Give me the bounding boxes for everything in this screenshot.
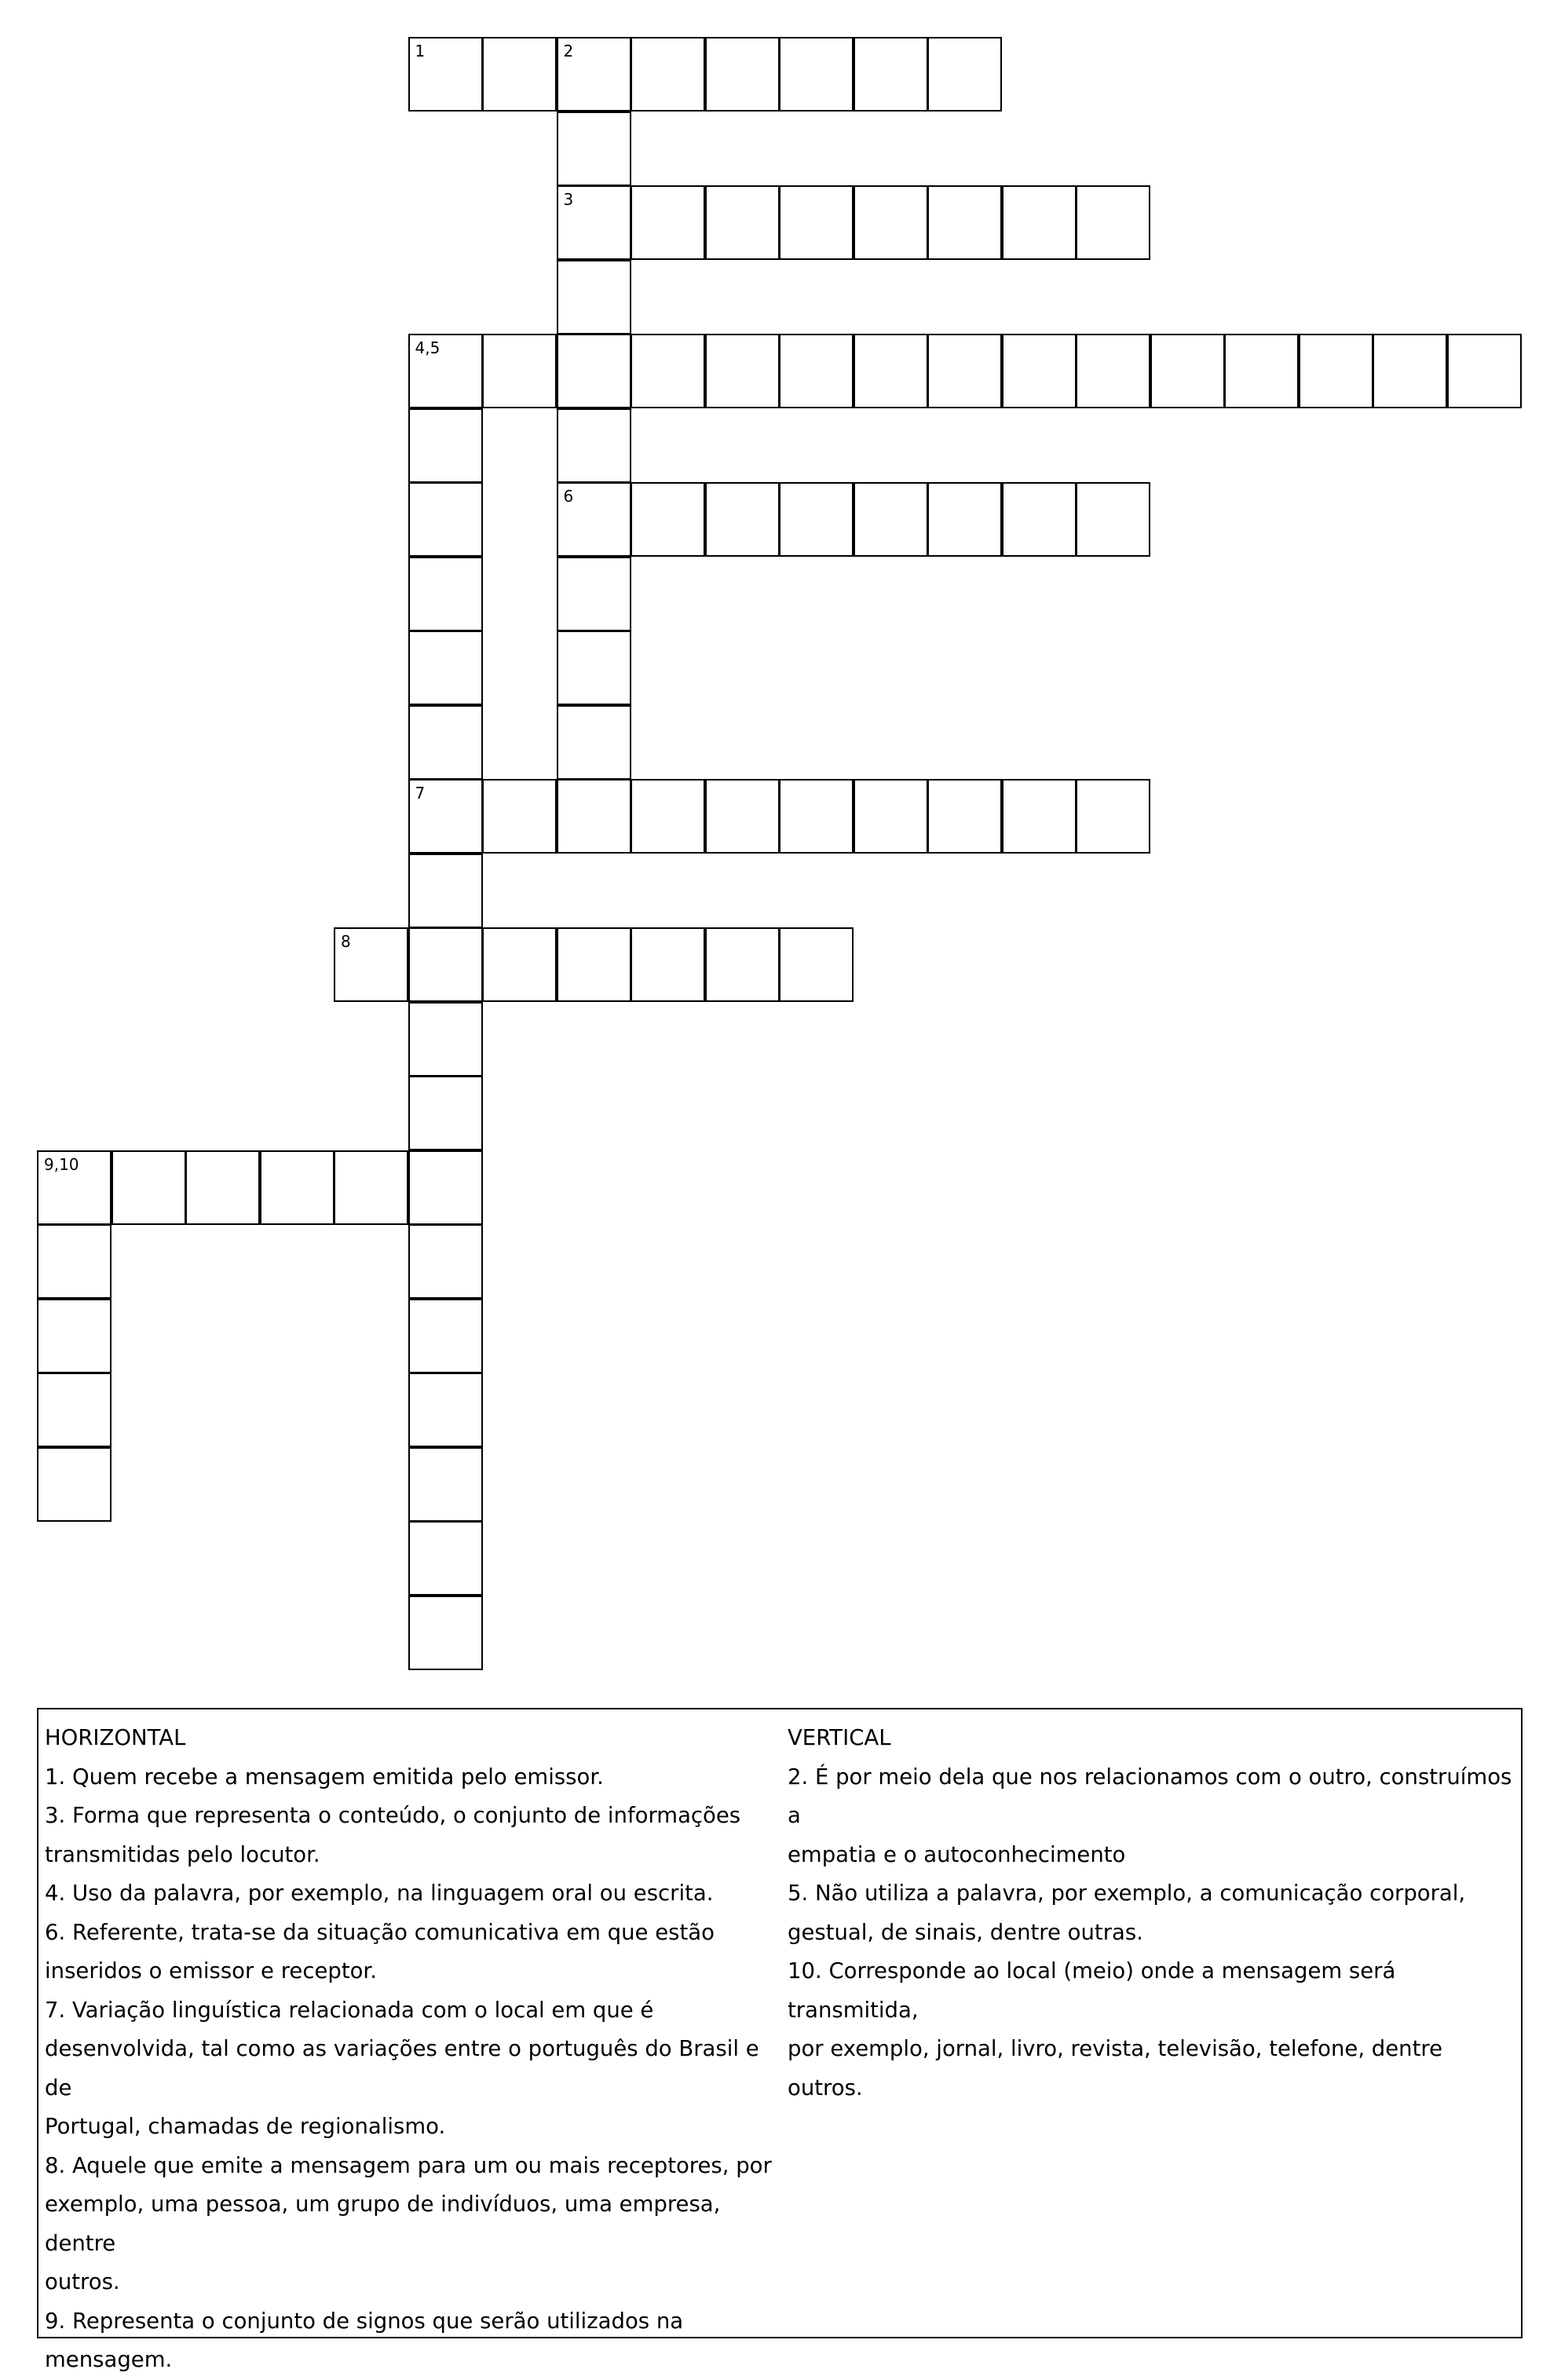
crossword-cell[interactable]	[408, 1447, 483, 1522]
crossword-cell[interactable]	[37, 1373, 111, 1447]
crossword-cell[interactable]	[854, 37, 928, 112]
crossword-cell[interactable]	[334, 1150, 408, 1225]
vertical-clue-line: 2. É por meio dela que nos relacionamos com o outro, construímos a	[788, 1764, 1512, 1828]
crossword-cell[interactable]	[1002, 779, 1077, 854]
crossword-cell[interactable]	[408, 1002, 483, 1077]
crossword-cell[interactable]	[1002, 185, 1077, 260]
crossword-cell[interactable]	[408, 927, 483, 1002]
crossword-cell[interactable]	[408, 854, 483, 928]
clues-box	[37, 1708, 1523, 2372]
crossword-cell[interactable]	[705, 779, 780, 854]
crossword-cell[interactable]	[631, 185, 705, 260]
horizontal-clue-line: desenvolvida, tal como as variações entre o português do Brasil e de	[45, 2036, 759, 2100]
clue-number: 6	[563, 487, 574, 506]
horizontal-clue-line: transmitidas pelo locutor.	[45, 1841, 320, 1867]
horizontal-clue-line: 3. Forma que representa o conteúdo, o conjunto de informações	[45, 1803, 741, 1828]
crossword-cell[interactable]	[1076, 185, 1150, 260]
crossword-cell[interactable]	[482, 334, 557, 408]
crossword-cell[interactable]	[779, 185, 854, 260]
vertical-clue-line: gestual, de sinais, dentre outras.	[788, 1919, 1143, 1945]
horizontal-clue-line: exemplo, uma pessoa, um grupo de indivíduos, uma empresa, dentre	[45, 2192, 721, 2256]
crossword-cell[interactable]	[927, 37, 1002, 112]
crossword-cell[interactable]	[1076, 334, 1150, 408]
crossword-cell[interactable]	[557, 334, 631, 408]
crossword-cell[interactable]	[37, 1224, 111, 1299]
vertical-clue-line: 10. Corresponde ao local (meio) onde a mensagem será transmitida,	[788, 1958, 1396, 2023]
crossword-cell[interactable]	[631, 37, 705, 112]
vertical-clues	[788, 1719, 1518, 2108]
crossword-cell[interactable]	[1076, 482, 1150, 557]
crossword-cell[interactable]	[631, 927, 705, 1002]
crossword-cell[interactable]	[779, 927, 854, 1002]
crossword-cell[interactable]	[408, 408, 483, 483]
crossword-cell[interactable]	[1002, 334, 1077, 408]
crossword-cell[interactable]	[260, 1150, 334, 1225]
crossword-cell[interactable]	[408, 482, 483, 557]
horizontal-clue-line: 6. Referente, trata-se da situação comunicativa em que estão	[45, 1919, 715, 1945]
horizontal-clue-line: mensagem.	[45, 2347, 173, 2372]
crossword-cell[interactable]	[557, 557, 631, 631]
crossword-cell[interactable]	[557, 631, 631, 705]
crossword-cell[interactable]	[1150, 334, 1225, 408]
crossword-cell[interactable]	[779, 482, 854, 557]
crossword-cell[interactable]	[557, 779, 631, 854]
crossword-cell[interactable]	[1224, 334, 1299, 408]
crossword-cell[interactable]	[37, 1150, 111, 1225]
vertical-clue-line: 5. Não utiliza a palavra, por exemplo, a comunicação corporal,	[788, 1881, 1466, 1906]
clue-number: 1	[415, 42, 426, 60]
crossword-cell[interactable]	[408, 334, 483, 408]
crossword-cell[interactable]	[482, 37, 557, 112]
crossword-cell[interactable]	[779, 37, 854, 112]
crossword-cell[interactable]	[37, 1447, 111, 1522]
crossword-cell[interactable]	[408, 557, 483, 631]
clue-number: 2	[563, 42, 574, 60]
horizontal-clue-line: inseridos o emissor e receptor.	[45, 1958, 377, 1983]
horizontal-clue-line: Portugal, chamadas de regionalismo.	[45, 2114, 446, 2139]
crossword-cell[interactable]	[408, 1150, 483, 1225]
crossword-cell[interactable]	[408, 705, 483, 780]
crossword-cell[interactable]	[705, 185, 780, 260]
clue-number: 8	[341, 932, 351, 951]
crossword-cell[interactable]	[927, 779, 1002, 854]
crossword-cell[interactable]	[408, 1521, 483, 1596]
crossword-cell[interactable]	[557, 705, 631, 780]
horizontal-clue-line: 8. Aquele que emite a mensagem para um ou mais receptores, por	[45, 2152, 772, 2178]
vertical-title: VERTICAL	[788, 1725, 891, 1750]
vertical-clue-line: empatia e o autoconhecimento	[788, 1841, 1126, 1867]
crossword-cell[interactable]	[334, 927, 408, 1002]
crossword-cell[interactable]	[482, 779, 557, 854]
horizontal-clues	[45, 1719, 783, 2380]
crossword-cell[interactable]	[927, 185, 1002, 260]
horizontal-clue-line: 4. Uso da palavra, por exemplo, na linguagem oral ou escrita.	[45, 1881, 714, 1906]
crossword-cell[interactable]	[557, 260, 631, 335]
crossword-cell[interactable]	[37, 1299, 111, 1373]
crossword-cell[interactable]	[854, 482, 928, 557]
horizontal-clue-line: 9. Representa o conjunto de signos que serão utilizados na	[45, 2308, 684, 2334]
crossword-cell[interactable]	[557, 408, 631, 483]
clue-number: 7	[415, 784, 426, 802]
crossword-cell[interactable]	[779, 779, 854, 854]
crossword-cell[interactable]	[408, 1076, 483, 1150]
crossword-cell[interactable]	[185, 1150, 260, 1225]
crossword-cell[interactable]	[408, 1224, 483, 1299]
vertical-clue-line: por exemplo, jornal, livro, revista, televisão, telefone, dentre outros.	[788, 2036, 1443, 2100]
crossword-cell[interactable]	[557, 927, 631, 1002]
horizontal-clue-line: outros.	[45, 2269, 120, 2294]
crossword-cell[interactable]	[482, 927, 557, 1002]
crossword-cell[interactable]	[1299, 334, 1373, 408]
crossword-cell[interactable]	[631, 779, 705, 854]
crossword-cell[interactable]	[408, 1596, 483, 1670]
crossword-cell[interactable]	[1076, 779, 1150, 854]
crossword-cell[interactable]	[408, 1373, 483, 1447]
crossword-cell[interactable]	[854, 334, 928, 408]
crossword-cell[interactable]	[779, 334, 854, 408]
crossword-cell[interactable]	[557, 185, 631, 260]
crossword-cell[interactable]	[705, 37, 780, 112]
crossword-cell[interactable]	[1002, 482, 1077, 557]
horizontal-clue-line: 1. Quem recebe a mensagem emitida pelo emissor.	[45, 1764, 604, 1790]
crossword-cell[interactable]	[705, 334, 780, 408]
clue-number: 4,5	[415, 338, 441, 357]
clue-number: 9,10	[44, 1154, 79, 1174]
horizontal-clue-line: 7. Variação linguística relacionada com o local em que é	[45, 1997, 654, 2023]
crossword-cell[interactable]	[631, 482, 705, 557]
crossword-cell[interactable]	[1447, 334, 1522, 408]
crossword-cell[interactable]	[854, 779, 928, 854]
clue-number: 3	[563, 190, 574, 209]
crossword-cell[interactable]	[557, 112, 631, 186]
crossword-cell[interactable]	[111, 1150, 186, 1225]
crossword-cell[interactable]	[408, 1299, 483, 1373]
horizontal-title: HORIZONTAL	[45, 1725, 186, 1750]
crossword-cell[interactable]	[631, 334, 705, 408]
crossword-cell[interactable]	[408, 779, 483, 854]
crossword-cell[interactable]	[705, 482, 780, 557]
crossword-cell[interactable]	[557, 482, 631, 557]
crossword-cell[interactable]	[927, 334, 1002, 408]
crossword-cell[interactable]	[927, 482, 1002, 557]
crossword-cell[interactable]	[408, 631, 483, 705]
crossword-cell[interactable]	[705, 927, 780, 1002]
crossword-cell[interactable]	[854, 185, 928, 260]
crossword-cell[interactable]	[1373, 334, 1447, 408]
crossword-cell[interactable]	[557, 37, 631, 112]
crossword-cell[interactable]	[408, 37, 483, 112]
